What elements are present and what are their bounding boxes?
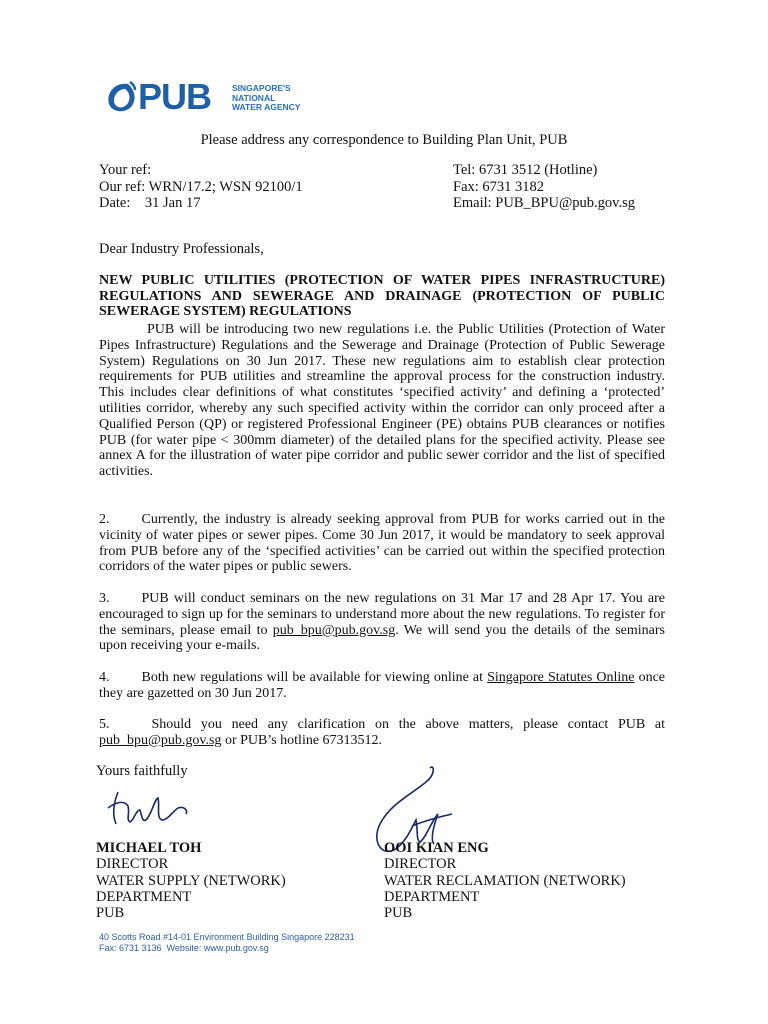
paragraph-5 — [99, 717, 665, 749]
paragraph-2 — [99, 512, 665, 575]
paragraph-number: 2. — [99, 512, 110, 527]
paragraph-3-text-end: . We will send you the details of the seminars upon receiving your e-mails. — [99, 622, 665, 654]
signer-name: MICHAEL TOH — [96, 840, 202, 856]
contact-block — [453, 162, 635, 212]
paragraph-3-text: PUB will conduct seminars on the new regulations on 31 Mar 17 and 28 Apr 17. You are encouraged to sign up for the seminars to understand more about the new regulations. To register for the seminars, please email to — [99, 591, 665, 638]
reference-block — [99, 162, 303, 212]
paragraph-2-text: Currently, the industry is already seeking approval from PUB for works carried out in the vicinity of water pipes or sewer pipes. Come 30 Jun 2017, it would be mandatory to seek approval from PUB before any of the ‘specified activities’ can be carried out within the specified protection corridors of the water pipes or public sewers. — [99, 512, 665, 575]
subject-heading: NEW PUBLIC UTILITIES (PROTECTION OF WATER PIPES INFRASTRUCTURE) REGULATIONS AND SEWERAGE AND DRAINAGE (PROTECTION OF PUBLIC SEWERAGE SYSTEM) REGULATIONS — [99, 273, 665, 319]
pub-logo — [104, 78, 324, 118]
footer-address: 40 Scotts Road #14-01 Environment Building Singapore 228231 — [99, 932, 355, 942]
signer-department: WATER RECLAMATION (NETWORK) — [384, 872, 626, 889]
signer-org: PUB — [96, 905, 125, 922]
paragraph-1 — [99, 322, 665, 480]
statutes-link[interactable]: Singapore Statutes Online — [487, 670, 635, 685]
closing: Yours faithfully — [96, 763, 188, 779]
signer-block-1 — [96, 840, 286, 921]
paragraph-1-text: PUB will be introducing two new regulations i.e. the Public Utilities (Protection of Water Pipes Infrastructure) Regulations and the Sewerage and Drainage (Protection of Public Sewerage System) Regulations on 30 Jun 2017. These new regulations aim to establish clear protection requirements for PUB utilities and streamline the approval process for the construction industry. This includes clear definitions of what constitutes ‘specified activity’ and defining a ‘protected’ utilities corridor, whereby any such specified activity within the corridor can only proceed after a Qualified Person (QP) or registered Professional Engineer (PE) obtains PUB clearances or notifies PUB (for water pipe < 300mm diameter) of the detailed plans for the specified activity. Please see annex A for the illustration of water pipe corridor and public sewer corridor and the list of specified activities. — [99, 322, 665, 480]
paragraph-4-text-end: once they are gazetted on 30 Jun 2017. — [99, 670, 665, 701]
signer-department: WATER SUPPLY (NETWORK) — [96, 872, 286, 889]
our-ref: Our ref: WRN/17.2; WSN 92100/1 — [99, 178, 303, 195]
signer-org: PUB — [384, 905, 413, 922]
correspondence-line: Please address any correspondence to Building Plan Unit, PUB — [200, 132, 568, 148]
paragraph-5-text: Should you need any clarification on the above matters, please contact PUB at — [151, 717, 665, 732]
paragraph-number: 4. — [99, 670, 110, 685]
footer-fax-website: Fax: 6731 3136 Website: www.pub.gov.sg — [99, 943, 269, 953]
signature-michael-toh — [100, 780, 200, 840]
salutation: Dear Industry Professionals, — [99, 241, 264, 257]
contact-fax: Fax: 6731 3182 — [453, 178, 545, 195]
paragraph-4-text: Both new regulations will be available for viewing online at — [141, 670, 488, 685]
water-drop-logo-icon — [104, 80, 138, 114]
signer-name: OOI KIAN ENG — [384, 840, 489, 856]
logo-wordmark: PUB — [138, 76, 212, 117]
paragraph-5-text-end: or PUB’s hotline 67313512. — [221, 732, 383, 748]
signer-block-2 — [384, 840, 626, 921]
signer-department-suffix: DEPARTMENT — [384, 888, 480, 905]
your-ref: Your ref: — [99, 162, 152, 178]
letter-footer — [99, 932, 355, 954]
contact-email: Email: PUB_BPU@pub.gov.sg — [453, 195, 636, 211]
email-link[interactable]: pub_bpu@pub.gov.sg — [272, 622, 396, 638]
paragraph-number: 3. — [99, 591, 110, 606]
signer-title: DIRECTOR — [96, 856, 169, 873]
paragraph-4 — [99, 670, 665, 702]
letter-date: Date: 31 Jan 17 — [99, 195, 201, 211]
email-link[interactable]: pub_bpu@pub.gov.sg — [99, 732, 222, 748]
signer-department-suffix: DEPARTMENT — [96, 888, 192, 905]
paragraph-3 — [99, 591, 665, 654]
paragraph-number: 5. — [99, 717, 110, 732]
signer-title: DIRECTOR — [384, 856, 457, 873]
logo-tagline: SINGAPORE'S NATIONAL WATER AGENCY — [232, 83, 301, 112]
contact-tel: Tel: 6731 3512 (Hotline) — [453, 162, 598, 178]
